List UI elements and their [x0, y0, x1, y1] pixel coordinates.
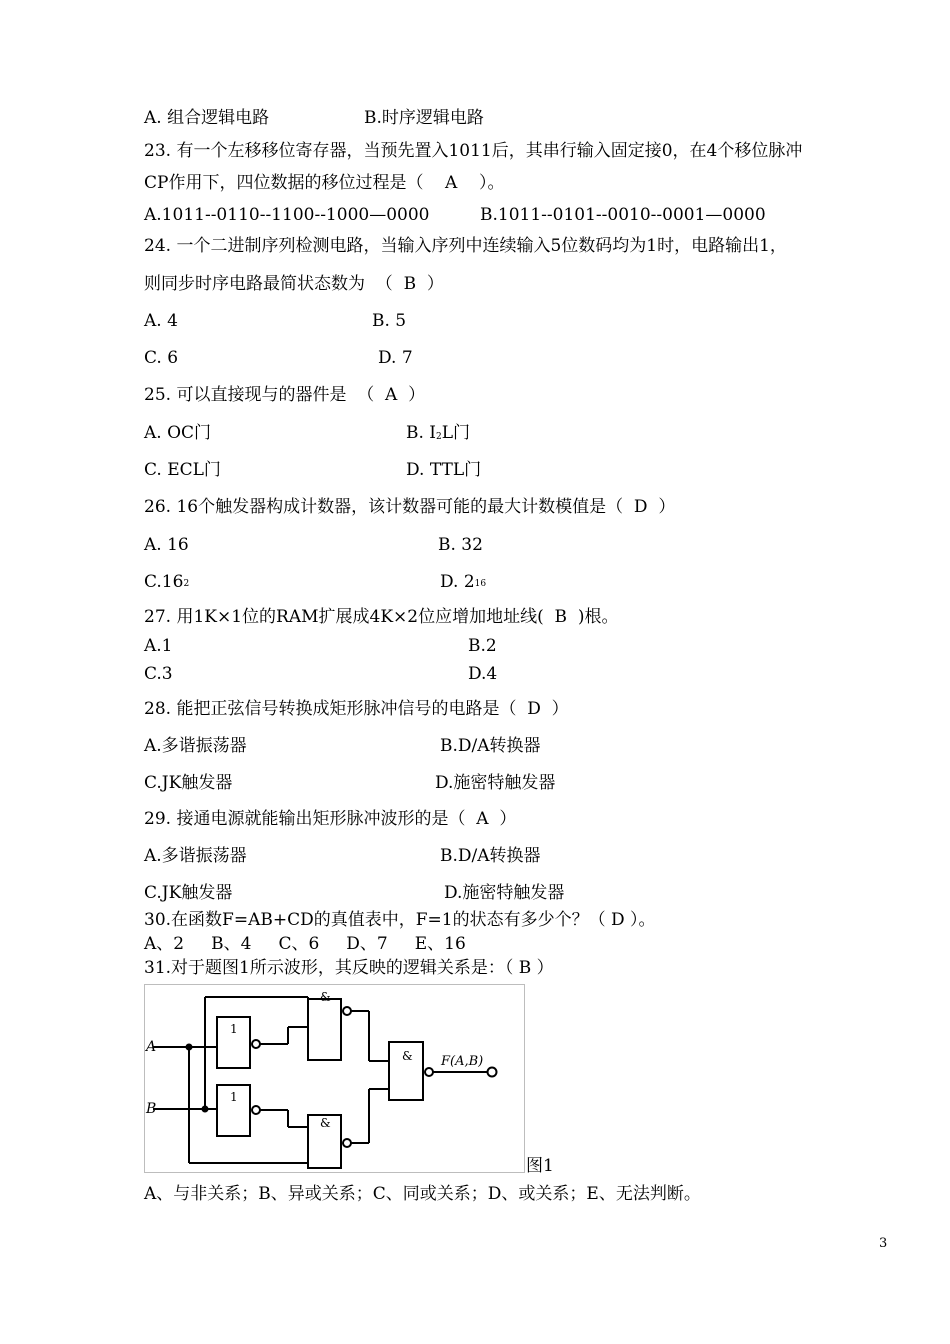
- q25-stem: 25. 可以直接现与的器件是 （ A ）: [144, 385, 426, 405]
- figure-caption: 图1: [526, 1156, 554, 1176]
- q29-option-c: C.JK触发器: [144, 883, 233, 903]
- q30-options: A、2 B、4 C、6 D、7 E、16: [144, 934, 466, 954]
- q26-option-b: B. 32: [438, 535, 483, 555]
- q28-stem: 28. 能把正弦信号转换成矩形脉冲信号的电路是（ D ）: [144, 699, 569, 719]
- q26-option-d: D. 216: [440, 572, 487, 592]
- q31-stem: 31.对于题图1所示波形，其反映的逻辑关系是：（ B ）: [144, 958, 554, 978]
- label-output: F(A,B): [441, 1054, 484, 1069]
- q31-options: A、与非关系；B、异或关系；C、同或关系；D、或关系；E、无法判断。: [144, 1184, 701, 1204]
- q24-option-b: B. 5: [372, 311, 407, 331]
- q24-stem-1: 24. 一个二进制序列检测电路，当输入序列中连续输入5位数码均为1时，电路输出1，: [144, 236, 787, 256]
- q30-stem: 30.在函数F=AB+CD的真值表中，F=1的状态有多少个？（ D ）。: [144, 910, 656, 930]
- nand-gate-1: [308, 999, 341, 1060]
- logic-circuit-figure: [144, 984, 525, 1173]
- q27-option-c: C.3: [144, 664, 173, 684]
- q26-stem: 26. 16个触发器构成计数器，该计数器可能的最大计数模值是（ D ）: [144, 497, 676, 517]
- q24-option-c: C. 6: [144, 348, 179, 368]
- q28-option-a: A.多谐振荡器: [144, 736, 247, 756]
- nand-gate-out-symbol: &: [402, 1049, 413, 1063]
- not-bubble-b: [252, 1106, 260, 1114]
- q27-option-a: A.1: [144, 636, 173, 656]
- q22-option-a: A. 组合逻辑电路: [144, 108, 270, 128]
- not-bubble-a: [252, 1040, 260, 1048]
- q22-option-b: B.时序逻辑电路: [364, 108, 484, 128]
- q24-option-d: D. 7: [378, 348, 413, 368]
- q24-option-a: A. 4: [144, 311, 178, 331]
- q27-option-b: B.2: [468, 636, 497, 656]
- output-terminal: [488, 1068, 497, 1077]
- q29-stem: 29. 接通电源就能输出矩形脉冲波形的是（ A ）: [144, 809, 517, 829]
- label-input-b: B: [146, 1101, 157, 1117]
- nand-bubble-1: [343, 1007, 351, 1015]
- q25-option-b: B. I2L门: [406, 423, 471, 443]
- q25-option-c: C. ECL门: [144, 460, 221, 480]
- not-gate-b-symbol: 1: [230, 1090, 238, 1104]
- q25-option-a: A. OC门: [144, 423, 212, 443]
- q26-option-c: C.162: [144, 572, 190, 592]
- q28-option-d: D.施密特触发器: [435, 773, 556, 793]
- nand-gate-1-symbol: &: [320, 990, 331, 1004]
- nand-gate-2-symbol: &: [320, 1116, 331, 1130]
- q28-option-b: B.D/A转换器: [440, 736, 541, 756]
- nand-bubble-out: [425, 1068, 433, 1076]
- q28-option-c: C.JK触发器: [144, 773, 233, 793]
- q23-stem-1: 23. 有一个左移移位寄存器，当预先置入1011后，其串行输入固定接0，在4个移位脉冲: [144, 141, 803, 161]
- q29-option-b: B.D/A转换器: [440, 846, 541, 866]
- q29-option-a: A.多谐振荡器: [144, 846, 247, 866]
- nand-bubble-2: [343, 1139, 351, 1147]
- label-input-a: A: [146, 1039, 157, 1055]
- q26-option-a: A. 16: [144, 535, 189, 555]
- not-gate-a-symbol: 1: [230, 1022, 238, 1036]
- q25-option-d: D. TTL门: [406, 460, 482, 480]
- q23-stem-2: CP作用下，四位数据的移位过程是（ A ）。: [144, 173, 505, 193]
- q23-option-a: A.1011--0110--1100--1000—0000: [144, 205, 430, 225]
- q27-option-d: D.4: [468, 664, 498, 684]
- q29-option-d: D.施密特触发器: [444, 883, 565, 903]
- page-number: 3: [879, 1236, 888, 1251]
- q24-stem-2: 则同步时序电路最简状态数为 （ B ）: [144, 274, 444, 294]
- q27-stem: 27. 用1K×1位的RAM扩展成4K×2位应增加地址线( B )根。: [144, 607, 619, 627]
- q23-option-b: B.1011--0101--0010--0001—0000: [480, 205, 766, 225]
